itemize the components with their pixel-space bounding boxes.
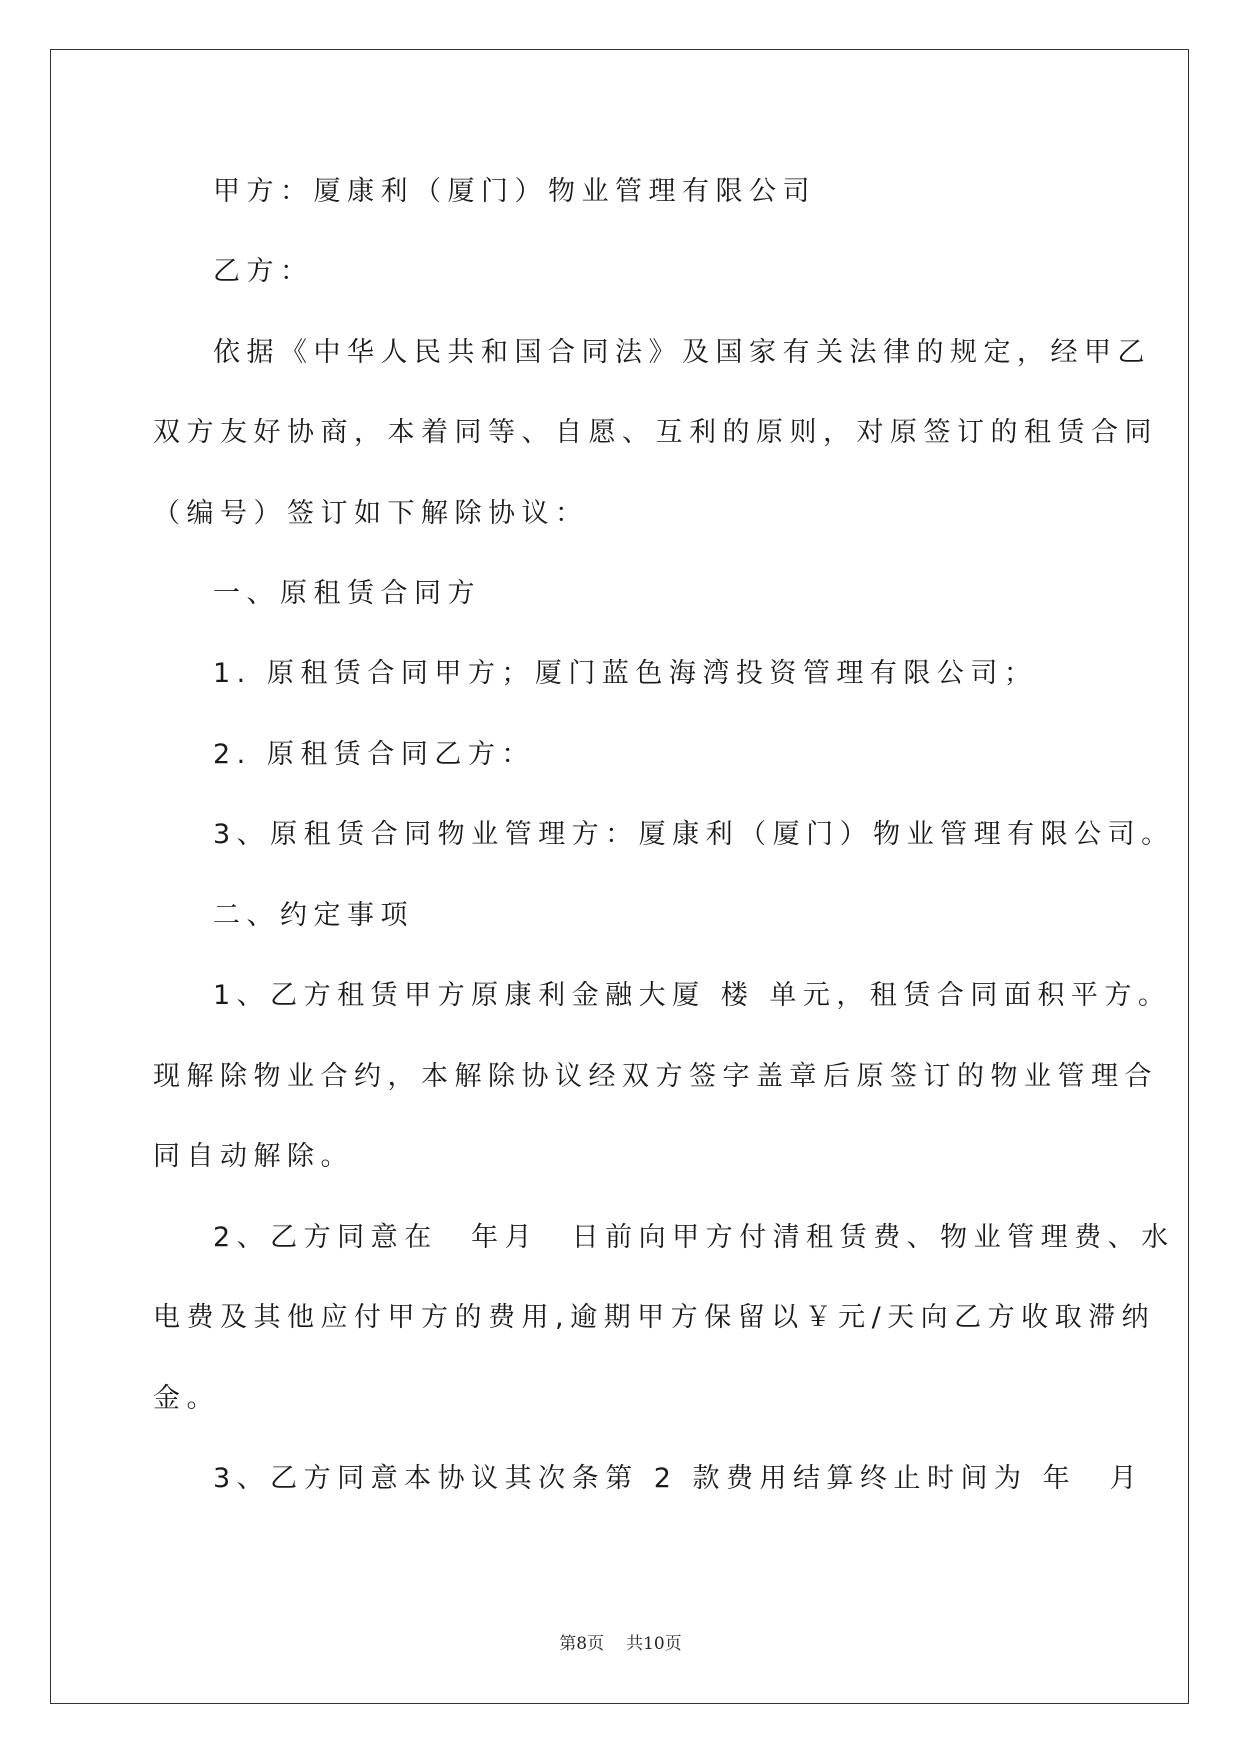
- list-item: 3、乙方同意本协议其次条第 2 款费用结算终止时间为 年 月: [213, 1463, 1144, 1494]
- paragraph-line: 金。: [153, 1383, 220, 1414]
- page-total: 共10页: [626, 1634, 682, 1654]
- party-b-line: 乙方：: [213, 256, 314, 287]
- list-item: 3、原租赁合同物业管理方：厦康利（厦门）物业管理有限公司。: [213, 819, 1175, 850]
- page-number: 第8页: [559, 1634, 605, 1654]
- section-heading: 一、原租赁合同方: [213, 578, 481, 609]
- paragraph-line: 电费及其他应付甲方的费用,逾期甲方保留以￥元/天向乙方收取滞纳: [153, 1302, 1156, 1333]
- paragraph-line: 双方友好协商，本着同等、自愿、互利的原则，对原签订的租赁合同: [153, 417, 1158, 448]
- page-footer: [0, 1632, 1241, 1656]
- paragraph-line: 现解除物业合约，本解除协议经双方签字盖章后原签订的物业管理合: [153, 1061, 1158, 1092]
- list-item: 2、乙方同意在 年月 日前向甲方付清租赁费、物业管理费、水: [213, 1222, 1175, 1253]
- list-item: 2. 原租赁合同乙方：: [213, 739, 535, 770]
- list-item: 1、乙方租赁甲方原康利金融大厦 楼 单元，租赁合同面积平方。: [213, 980, 1172, 1011]
- party-a-line: 甲方：厦康利（厦门）物业管理有限公司: [213, 176, 816, 207]
- paragraph-line: 同自动解除。: [153, 1141, 354, 1172]
- list-item: 1. 原租赁合同甲方；厦门蓝色海湾投资管理有限公司；: [213, 658, 1038, 689]
- paragraph-line: 依据《中华人民共和国合同法》及国家有关法律的规定，经甲乙: [213, 337, 1151, 368]
- section-heading: 二、约定事项: [213, 900, 414, 931]
- page-border: [50, 49, 1189, 1704]
- paragraph-line: （编号）签订如下解除协议：: [153, 498, 589, 529]
